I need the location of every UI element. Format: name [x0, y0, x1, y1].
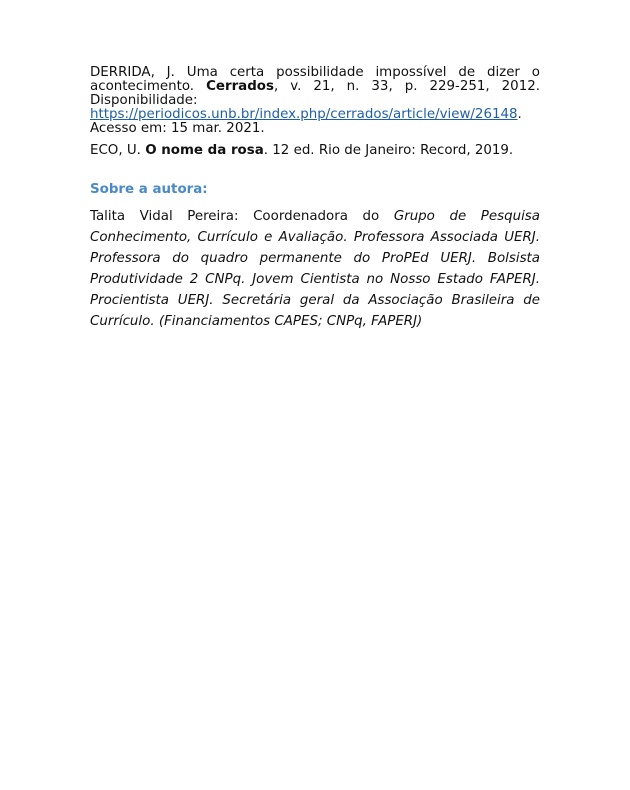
reference-derrida-availability: Disponibilidade:	[90, 93, 198, 108]
about-bio-line1	[90, 206, 540, 227]
reference-derrida-line1	[90, 66, 540, 80]
reference-eco-title: O nome da rosa	[145, 143, 264, 158]
about-bio-line3: Professora do quadro permanente do ProPEd UERJ. Bolsista	[90, 251, 540, 266]
reference-eco-details: . 12 ed. Rio de Janeiro: Record, 2019.	[263, 143, 514, 158]
reference-derrida-details: , v. 21, n. 33, p. 229-251, 2012.	[273, 79, 540, 94]
about-bio	[90, 206, 540, 332]
about-name-prefix: Talita Vidal Pereira: Coordenadora do	[90, 209, 380, 224]
reference-derrida-url-line	[90, 108, 540, 122]
about-bio-line4: Produtividade 2 CNPq. Jovem Cientista no Nosso Estado FAPERJ.	[90, 272, 540, 287]
reference-derrida-line2	[90, 80, 540, 94]
reference-eco	[90, 144, 540, 158]
reference-derrida-url-link[interactable]: https://periodicos.unb.br/index.php/cerrados/article/view/26148	[90, 107, 518, 122]
reference-derrida-access: Acesso em: 15 mar. 2021.	[90, 121, 265, 136]
reference-derrida-journal: Cerrados	[206, 79, 274, 94]
about-heading: Sobre a autora:	[90, 182, 208, 197]
about-bio-line5: Procientista UERJ. Secretária geral da Associação Brasileira de	[90, 293, 540, 308]
about-bio-line1-italic: Grupo de Pesquisa	[393, 209, 540, 224]
about-bio-line2: Conhecimento, Currículo e Avaliação. Professora Associada UERJ.	[90, 230, 540, 245]
reference-derrida	[90, 66, 540, 136]
reference-derrida-title-part1: Uma certa possibilidade impossível de dizer o	[186, 65, 540, 80]
document-page	[90, 66, 540, 332]
about-bio-line6: Currículo. (Financiamentos CAPES; CNPq, FAPERJ)	[90, 314, 423, 329]
reference-derrida-title-part2: acontecimento.	[90, 79, 195, 94]
reference-derrida-author: DERRIDA, J.	[90, 65, 175, 80]
reference-eco-author: ECO, U.	[90, 143, 141, 158]
reference-derrida-url-suffix: .	[517, 107, 522, 122]
